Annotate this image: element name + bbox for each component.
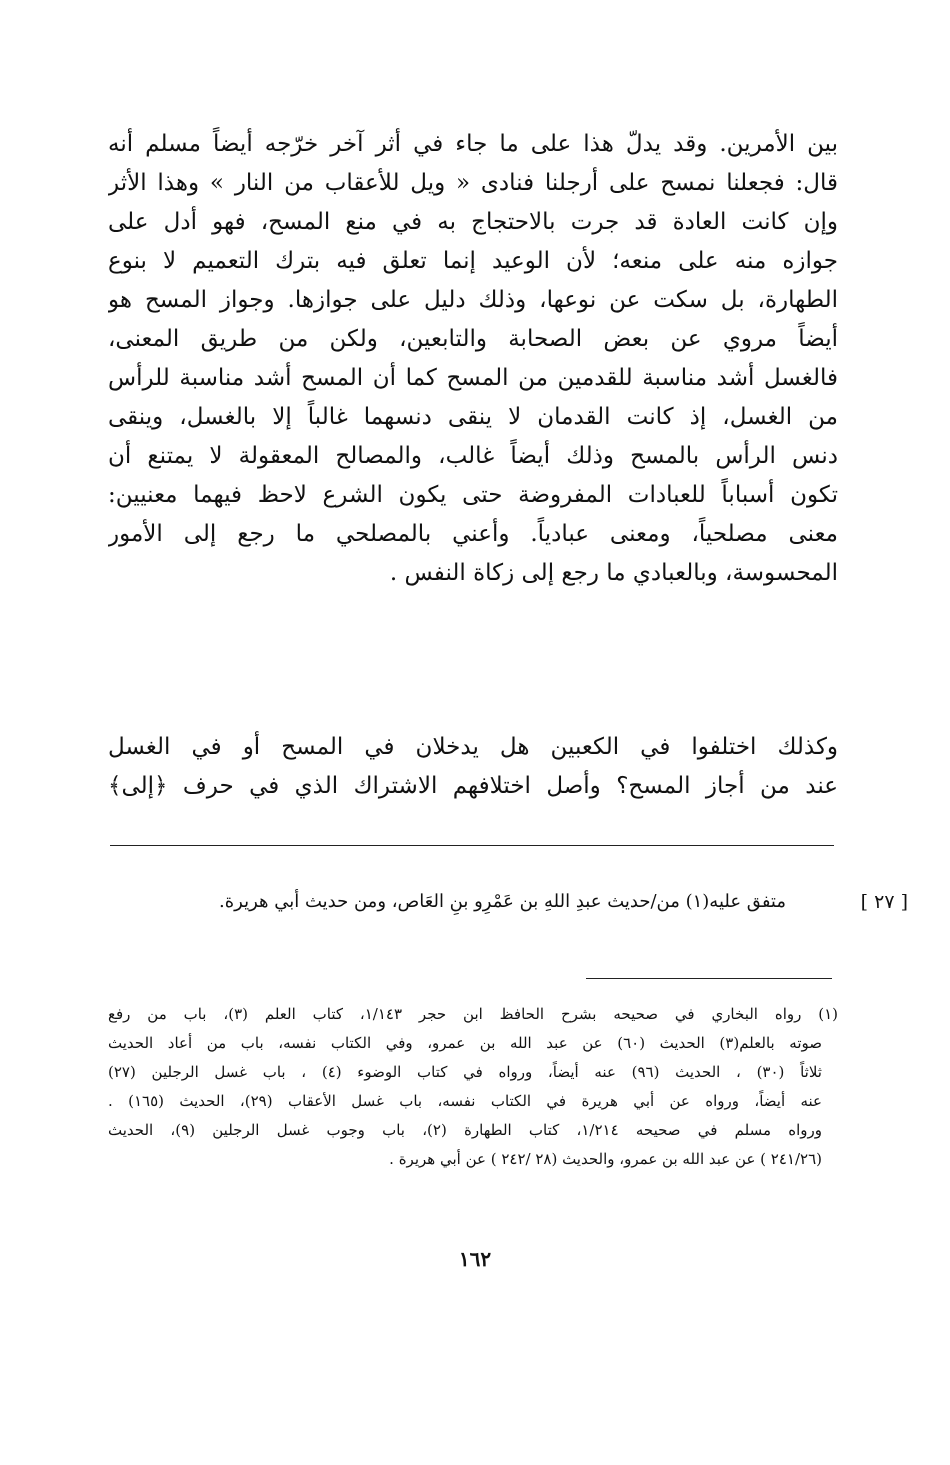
- footnote-line: (٢٤١/٢٦ ) عن عبد الله بن عمرو، والحديث (٢٨ /٢٤٢ ) عن أبي هريرة .: [389, 1150, 822, 1168]
- hadith-reference: [108, 882, 908, 922]
- text-line: قال: فجعلنا نمسح على أرجلنا فنادى « ويل للأعقاب من النار » وهذا الأثر: [108, 170, 838, 196]
- page-number: ١٦٢: [458, 1247, 492, 1271]
- second-paragraph: [108, 728, 838, 806]
- text-line: فالغسل أشد مناسبة للقدمين من المسح كما أن المسح أشد مناسبة للرأس: [108, 365, 838, 391]
- footnote-line: عنه أيضاً، ورواه عن أبي هريرة في الكتاب نفسه، باب غسل الأعقاب (٢٩)، الحديث (١٦٥) .: [108, 1092, 822, 1110]
- text-line: وكذلك اختلفوا في الكعبين هل يدخلان في المسح أو في الغسل: [108, 734, 838, 760]
- text-line: عند من أجاز المسح؟ وأصل اختلافهم الاشتراك الذي في حرف ﴿إلى﴾: [108, 773, 838, 799]
- section-divider: [110, 845, 834, 846]
- text-line: بين الأمرين. وقد يدلّ هذا على ما جاء في أثر آخر خرّجه أيضاً مسلم أنه: [108, 131, 838, 157]
- footnotes: [108, 1000, 838, 1174]
- text-line: وإن كانت العادة قد جرت بالاحتجاج به في منع المسح، فهو أدل على: [108, 209, 838, 235]
- footnote-line: ثلاثاً (٣٠) ، الحديث (٩٦) عنه أيضاً، ورواه في كتاب الوضوء (٤) ، باب غسل الرجلين (٢٧): [108, 1063, 822, 1081]
- text-line: المحسوسة، وبالعبادي ما رجع إلى زكاة النفس .: [389, 560, 838, 586]
- hadith-number: [ ٢٧ ]: [860, 891, 908, 913]
- footnote-line: ورواه مسلم في صحيحه ١/٢١٤، كتاب الطهارة (٢)، باب وجوب غسل الرجلين (٩)، الحديث: [108, 1121, 822, 1139]
- text-line: الطهارة، بل سكت عن نوعها، وذلك دليل على جوازها. وجواز المسح هو: [108, 287, 838, 313]
- footnote-divider: [586, 978, 832, 979]
- hadith-text: متفق عليه(١) من/حديث عبدِ اللهِ بن عَمْرِو بنِ العَاص، ومن حديث أبي هريرة.: [219, 891, 786, 912]
- text-line: جوازه منه على منعه؛ لأن الوعيد إنما تعلق فيه بترك التعميم لا بنوع: [108, 248, 838, 274]
- footnote-line: صوته بالعلم(٣) الحديث (٦٠) عن عبد الله بن عمرو، وفي الكتاب نفسه، باب من أعاد الحديث: [108, 1034, 822, 1052]
- text-line: دنس الرأس بالمسح وذلك أيضاً غالب، والمصالح المعقولة لا يمتنع أن: [108, 443, 838, 469]
- main-paragraph: [108, 125, 838, 593]
- text-line: تكون أسباباً للعبادات المفروضة حتى يكون الشرع لاحظ فيهما معنيين:: [108, 482, 838, 508]
- text-line: أيضاً مروي عن بعض الصحابة والتابعين، ولكن من طريق المعنى،: [108, 326, 838, 352]
- text-line: معنى مصلحياً، ومعنى عبادياً. وأعني بالمصلحي ما رجع إلى الأمور: [108, 521, 838, 547]
- footnote-line: (١) رواه البخاري في صحيحه بشرح الحافظ ابن حجر ١/١٤٣، كتاب العلم (٣)، باب من رفع: [108, 1005, 838, 1023]
- text-line: من الغسل، إذ كانت القدمان لا ينقى دنسهما غالباً إلا بالغسل، وينقى: [108, 404, 838, 430]
